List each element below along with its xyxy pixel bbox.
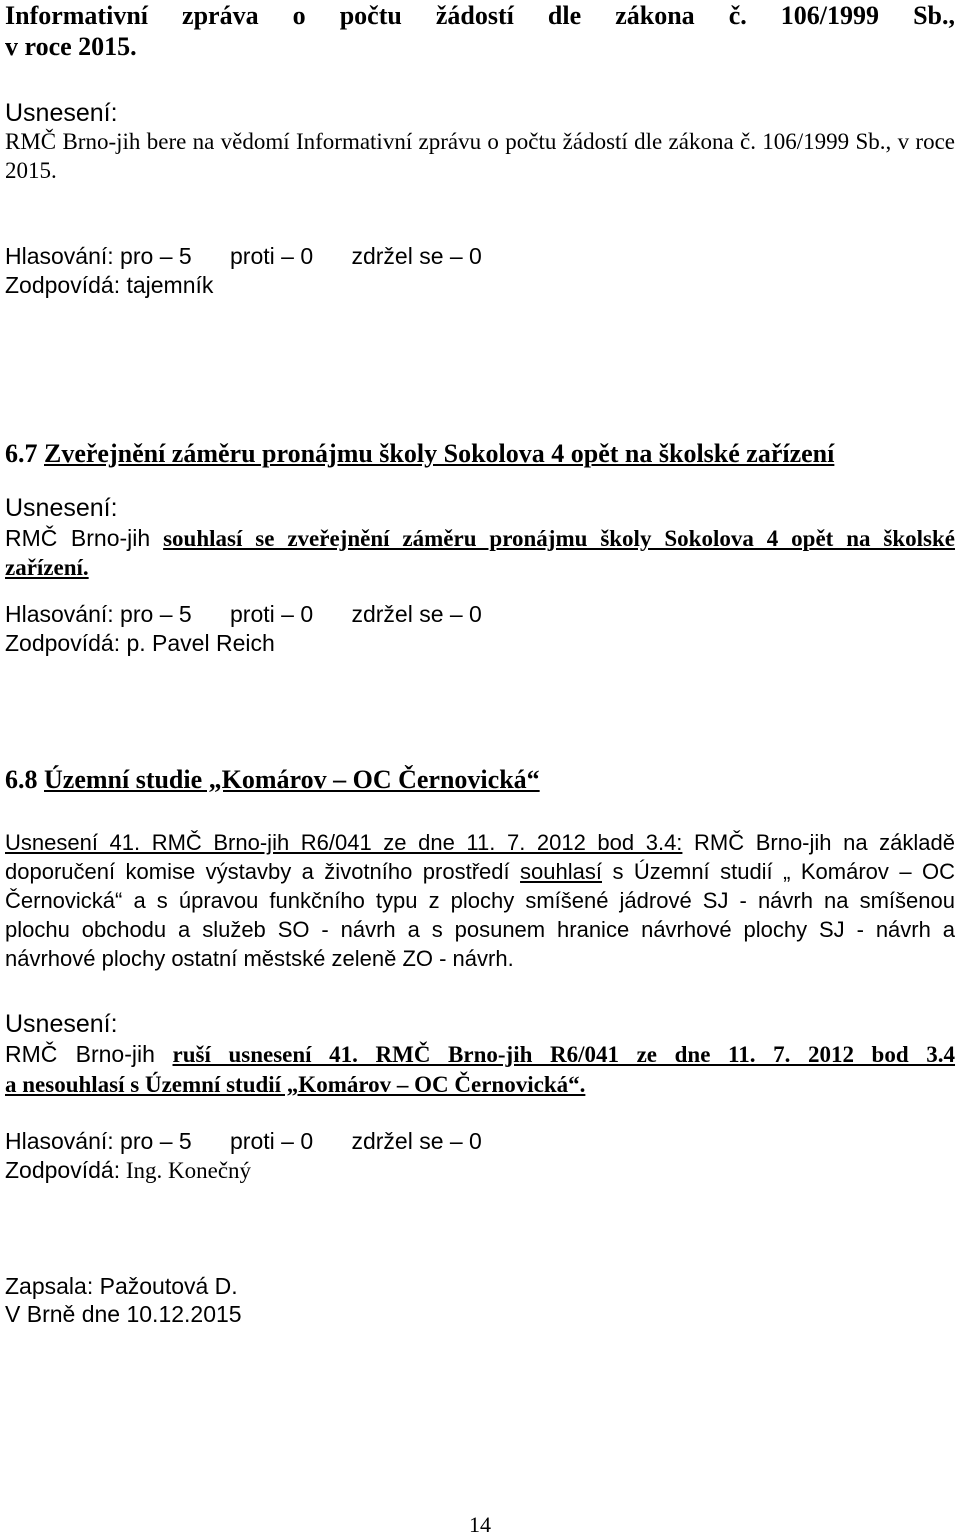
- resolution-subject: RMČ Brno-jih: [5, 129, 141, 154]
- previous-resolution-verb: souhlasí: [520, 859, 602, 884]
- section-number: 6.8: [5, 765, 38, 794]
- resolution-body-continued: a nesouhlasí s Územní studií „Komárov – OC Černovická“.: [5, 1072, 586, 1097]
- previous-resolution-paragraph: Usnesení 41. RMČ Brno-jih R6/041 ze dne 11. 7. 2012 bod 3.4: RMČ Brno-jih na základě doporučení komise výstavby a životního prostředí souhlasí s Územní studií „ Komárov – OC Černovická“ a s úpravou funkčního typu z plochy smíšené jádrové SJ - návrh na smíšenou plochu obchodu a služeb SO - návrh a s posunem hranice návrhové plochy SJ - návrh a návrhové plochy ostatní městské zeleně ZO - návrh.: [5, 830, 955, 971]
- vote-result: Hlasování: pro – 5 proti – 0 zdržel se – 0: [5, 1128, 482, 1154]
- responsible-person: Zodpovídá: tajemník: [5, 272, 214, 298]
- section-title-info-report-line2: v roce 2015.: [5, 32, 137, 61]
- resolution-text-6-8-line2: [5, 1070, 955, 1099]
- resolution-label: Usnesení:: [5, 1010, 118, 1038]
- responsible-person: Zodpovídá: p. Pavel Reich: [5, 630, 275, 656]
- resolution-label: Usnesení:: [5, 494, 118, 522]
- resolution-text-info-report: [5, 127, 955, 185]
- resolution-body: souhlasí se zveřejnění záměru pronájmu školy Sokolova 4 opět na školské zařízení.: [5, 526, 955, 580]
- resolution-subject: RMČ Brno-jih: [5, 1041, 155, 1067]
- vote-result: Hlasování: pro – 5 proti – 0 zdržel se – 0: [5, 243, 482, 269]
- resolution-body: ruší usnesení 41. RMČ Brno-jih R6/041 ze dne 11. 7. 2012 bod 3.4: [172, 1042, 956, 1067]
- place-and-date: V Brně dne 10.12.2015: [5, 1301, 242, 1327]
- resolution-text-6-8-line1: [5, 1040, 955, 1069]
- resolution-label: Usnesení:: [5, 99, 118, 127]
- resolution-subject: RMČ Brno-jih: [5, 525, 151, 551]
- resolution-body: bere na vědomí Informativní zprávu o počtu žádostí dle zákona č. 106/1999 Sb., v roce 2015.: [5, 129, 956, 183]
- vote-result: Hlasování: pro – 5 proti – 0 zdržel se – 0: [5, 601, 482, 627]
- page-number: 14: [469, 1512, 491, 1537]
- previous-resolution-reference: Usnesení 41. RMČ Brno-jih R6/041 ze dne 11. 7. 2012 bod 3.4:: [5, 830, 683, 855]
- section-title-info-report: Informativní zpráva o počtu žádostí dle zákona č. 106/1999 Sb.,: [5, 1, 955, 30]
- section-number: 6.7: [5, 439, 38, 468]
- recorded-by: Zapsala: Pažoutová D.: [5, 1273, 238, 1299]
- section-title: Územní studie „Komárov – OC Černovická“: [44, 765, 540, 794]
- responsible-person: Zodpovídá: Ing. Konečný: [5, 1157, 252, 1183]
- resolution-text-6-7: [5, 524, 955, 582]
- section-heading-6-8: [5, 764, 955, 795]
- section-title: Zveřejnění záměru pronájmu školy Sokolova 4 opět na školské zařízení: [44, 439, 835, 468]
- section-heading-6-7: [5, 438, 955, 469]
